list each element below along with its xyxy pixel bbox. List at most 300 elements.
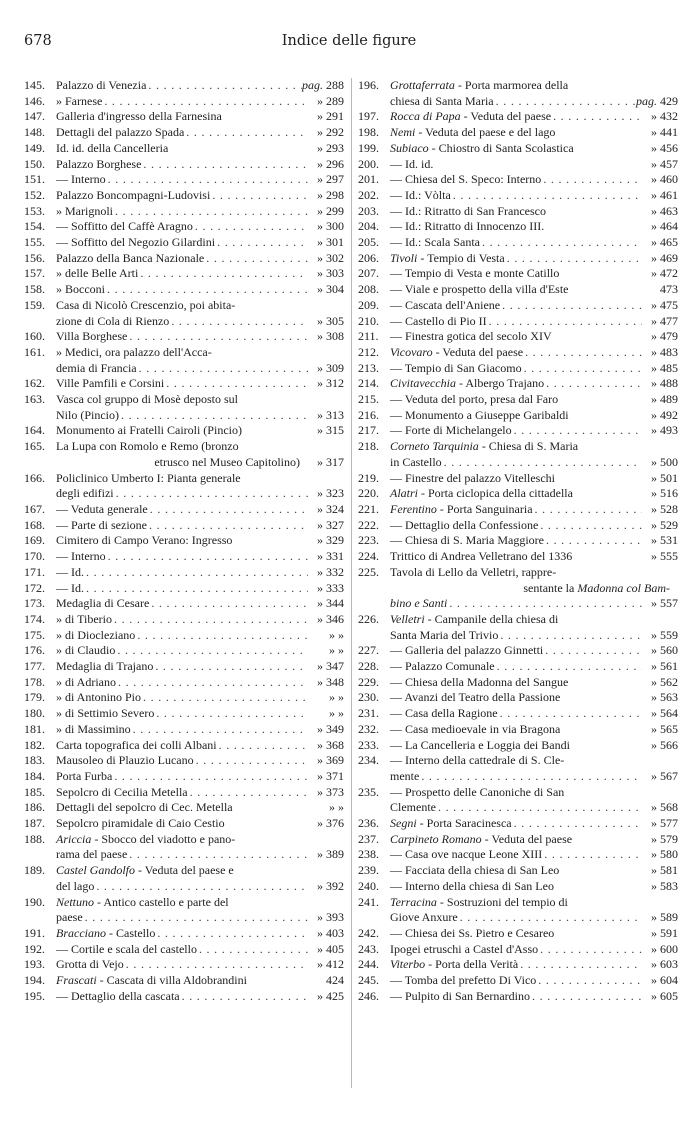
page-reference: » 529: [651, 517, 678, 532]
index-entry: [24, 659, 344, 675]
entry-line: [56, 361, 344, 377]
page-reference: » 317: [317, 454, 344, 469]
page-reference: » 500: [651, 454, 678, 469]
page-reference: » 368: [317, 737, 344, 752]
entry-number: 173.: [24, 596, 45, 611]
index-entry: [358, 706, 678, 722]
page-reference: » 465: [651, 235, 678, 250]
index-entry: [24, 832, 344, 863]
entry-line: [390, 753, 678, 769]
leader-dots: [106, 549, 308, 565]
page-reference: pag. 429: [636, 93, 678, 108]
entry-number: 213.: [358, 360, 379, 375]
entry-line: [56, 345, 344, 361]
index-entry: [24, 612, 344, 628]
entry-number: 241.: [358, 894, 379, 909]
entry-line: [56, 832, 344, 848]
leader-dots: [543, 643, 642, 659]
entry-title: Id. id. della Cancelleria: [56, 140, 169, 155]
entry-line: [56, 816, 344, 832]
entry-number: 227.: [358, 643, 379, 658]
entry-title: Porta Furba: [56, 768, 113, 783]
leader-dots: [217, 738, 308, 754]
page-reference: » 561: [651, 659, 678, 674]
entry-number: 171.: [24, 564, 45, 579]
entry-line: [56, 690, 344, 706]
entry-line: [390, 612, 678, 628]
page-reference: » 441: [651, 125, 678, 140]
entry-line: [390, 282, 678, 298]
index-entry: [24, 219, 344, 235]
entry-title: Nettuno - Antico castello e parte del: [56, 894, 229, 909]
index-entry: [24, 502, 344, 518]
leader-dots: [197, 942, 308, 958]
leader-dots: [536, 973, 642, 989]
entry-line: [390, 94, 678, 110]
page-reference: » 331: [317, 549, 344, 564]
page-reference: » 412: [317, 957, 344, 972]
index-entry: [358, 235, 678, 251]
leader-dots: [113, 204, 308, 220]
entry-line: [56, 596, 344, 612]
entry-title: Santa Maria del Trivio: [390, 627, 499, 642]
entry-number: 229.: [358, 674, 379, 689]
entry-line: [390, 895, 678, 911]
entry-title: — Avanzi del Teatro della Passione: [390, 690, 561, 705]
entry-title: — Id.: [56, 564, 84, 579]
entry-title: Ipogei etruschi a Castel d'Asso: [390, 941, 539, 956]
entry-line: [56, 235, 344, 251]
entry-number: 183.: [24, 753, 45, 768]
entry-line: [390, 926, 678, 942]
entry-number: 211.: [358, 329, 379, 344]
index-entry: [358, 109, 678, 125]
column-divider: [351, 78, 352, 1088]
page-reference: » 565: [651, 721, 678, 736]
leader-dots: [127, 847, 308, 863]
page-reference: » 324: [317, 501, 344, 516]
page-reference: » »: [329, 690, 344, 705]
leader-dots: [83, 910, 308, 926]
index-entry: [358, 157, 678, 173]
entry-number: 198.: [358, 125, 379, 140]
entry-title: Alatri - Porta ciclopica della cittadella: [390, 486, 573, 501]
index-entry: [24, 565, 344, 581]
index-entry: [358, 785, 678, 816]
index-entry: [24, 769, 344, 785]
entry-number: 200.: [358, 156, 379, 171]
entry-line: [390, 769, 678, 785]
page-reference: » 568: [651, 800, 678, 815]
index-entry: [24, 329, 344, 345]
leader-dots: [154, 706, 308, 722]
entry-number: 174.: [24, 611, 45, 626]
index-entry: [24, 643, 344, 659]
leader-dots: [538, 518, 642, 534]
entry-title: Sepolcro piramidale di Caio Cestio: [56, 816, 225, 831]
entry-line: [390, 392, 678, 408]
entry-line: [56, 769, 344, 785]
entry-title: — Id.: Vòlta: [390, 187, 451, 202]
entry-line: [56, 895, 344, 911]
page-reference: » »: [329, 706, 344, 721]
page-reference: » 501: [651, 470, 678, 485]
entry-number: 206.: [358, 250, 379, 265]
entry-title: » di Claudio: [56, 643, 116, 658]
entry-number: 166.: [24, 470, 45, 485]
page-reference: » 346: [317, 611, 344, 626]
leader-dots: [112, 612, 308, 628]
entry-line: [390, 832, 678, 848]
entry-title: Tivoli - Tempio di Vesta: [390, 250, 505, 265]
page-reference: » »: [329, 800, 344, 815]
entry-title: del lago: [56, 878, 95, 893]
leader-dots: [193, 219, 308, 235]
index-entry: [358, 266, 678, 282]
page-reference: » 303: [317, 266, 344, 281]
entry-number: 244.: [358, 957, 379, 972]
entry-number: 203.: [358, 203, 379, 218]
entry-number: 237.: [358, 831, 379, 846]
entry-title: — Interno: [56, 172, 106, 187]
index-entry: [24, 172, 344, 188]
entry-number: 193.: [24, 957, 45, 972]
entry-line: [56, 628, 344, 644]
index-entry: [358, 643, 678, 659]
entry-line: [56, 502, 344, 518]
entry-line: [390, 706, 678, 722]
entry-line: [390, 251, 678, 267]
entry-line: [390, 879, 678, 895]
entry-line: [390, 141, 678, 157]
left-column: [24, 78, 344, 1004]
leader-dots: [533, 502, 642, 518]
leader-dots: [436, 800, 642, 816]
entry-number: 242.: [358, 925, 379, 940]
entry-title: — Cascata dell'Aniene: [390, 297, 501, 312]
entry-title: » delle Belle Arti: [56, 266, 139, 281]
page-reference: » 560: [651, 643, 678, 658]
entry-title: » Farnese: [56, 93, 103, 108]
entry-title: Policlinico Umberto I: Pianta generale: [56, 470, 241, 485]
index-entry: [358, 847, 678, 863]
page-reference: 424: [326, 973, 344, 988]
entry-title: — Soffitto del Negozio Gilardini: [56, 235, 216, 250]
page-reference: » 456: [651, 140, 678, 155]
index-entry: [24, 439, 344, 470]
index-entry: [358, 282, 678, 298]
entry-line: [56, 157, 344, 173]
index-entry: [358, 361, 678, 377]
entry-number: 245.: [358, 973, 379, 988]
entry-title: — Interno della chiesa di San Leo: [390, 878, 554, 893]
page-reference: » »: [329, 643, 344, 658]
leader-dots: [494, 94, 636, 110]
index-entry: [358, 722, 678, 738]
page-reference: » 347: [317, 659, 344, 674]
entry-number: 234.: [358, 753, 379, 768]
page-reference: » 301: [317, 235, 344, 250]
entry-line: [56, 78, 344, 94]
entry-title: Villa Borghese: [56, 329, 128, 344]
leader-dots: [135, 628, 308, 644]
index-entry: [358, 502, 678, 518]
page-reference: » 312: [317, 376, 344, 391]
page-reference: » 304: [317, 282, 344, 297]
entry-title: degli edifizi: [56, 486, 114, 501]
index-entry: [358, 439, 678, 470]
entry-number: 226.: [358, 611, 379, 626]
page-reference: » 393: [317, 910, 344, 925]
leader-dots: [138, 266, 308, 282]
page-reference: » 369: [317, 753, 344, 768]
index-entry: [358, 942, 678, 958]
index-entry: [24, 94, 344, 110]
index-entry: [24, 78, 344, 94]
entry-line: [56, 298, 344, 314]
index-entry: [24, 376, 344, 392]
entry-number: 220.: [358, 486, 379, 501]
index-entry: [358, 314, 678, 330]
index-entry: [358, 345, 678, 361]
entry-line: [390, 596, 678, 612]
entry-title: — Viale e prospetto della villa d'Este: [390, 282, 569, 297]
index-entry: [358, 298, 678, 314]
entry-title: Mausoleo di Plauzio Lucano: [56, 753, 194, 768]
leader-dots: [480, 235, 642, 251]
leader-dots: [498, 706, 642, 722]
entry-title: mente: [390, 768, 420, 783]
entry-number: 209.: [358, 297, 379, 312]
entry-title: — Galleria del palazzo Ginnetti: [390, 643, 544, 658]
page-reference: » 463: [651, 203, 678, 218]
index-entry: [358, 486, 678, 502]
index-entry: [24, 235, 344, 251]
entry-number: 228.: [358, 659, 379, 674]
leader-dots: [215, 235, 308, 251]
entry-number: 147.: [24, 109, 45, 124]
entry-line: [390, 125, 678, 141]
page-reference: » 348: [317, 674, 344, 689]
entry-line: [56, 423, 344, 439]
page-reference: » 296: [317, 156, 344, 171]
index-entry: [24, 125, 344, 141]
leader-dots: [495, 659, 642, 675]
page-reference: » 344: [317, 596, 344, 611]
entry-line: [390, 690, 678, 706]
entry-line: [390, 314, 678, 330]
leader-dots: [127, 329, 308, 345]
entry-title: » Bocconi: [56, 282, 105, 297]
entry-number: 145.: [24, 78, 45, 92]
entry-title: Nemi - Veduta del paese e del lago: [390, 125, 556, 140]
entry-number: 162.: [24, 376, 45, 391]
entry-number: 235.: [358, 784, 379, 799]
leader-dots: [164, 376, 308, 392]
page-reference: » 580: [651, 847, 678, 862]
index-entry: [24, 549, 344, 565]
leader-dots: [442, 455, 642, 471]
entry-title: Monumento ai Fratelli Cairoli (Pincio): [56, 423, 242, 438]
index-entry: [358, 533, 678, 549]
entry-number: 214.: [358, 376, 379, 391]
entry-number: 150.: [24, 156, 45, 171]
entry-title: Bracciano - Castello: [56, 925, 156, 940]
entry-title: Carpineto Romano - Veduta del paese: [390, 831, 573, 846]
entry-number: 164.: [24, 423, 45, 438]
entry-number: 243.: [358, 941, 379, 956]
index-entry: [358, 612, 678, 643]
leader-dots: [116, 675, 308, 691]
index-entry: [358, 659, 678, 675]
entry-number: 195.: [24, 988, 45, 1003]
index-entry: [358, 690, 678, 706]
index-entry: [358, 408, 678, 424]
entry-number: 230.: [358, 690, 379, 705]
entry-number: 246.: [358, 988, 379, 1003]
index-entry: [24, 581, 344, 597]
entry-number: 196.: [358, 78, 379, 92]
entry-title: Ville Pamfili e Corsini: [56, 376, 165, 391]
entry-title: Dettagli del palazzo Spada: [56, 125, 185, 140]
entry-number: 233.: [358, 737, 379, 752]
entry-line: [390, 376, 678, 392]
page-reference: » 289: [317, 93, 344, 108]
entry-line: [390, 565, 678, 581]
entry-line: [390, 581, 678, 597]
index-entry: [358, 376, 678, 392]
entry-line: [390, 188, 678, 204]
entry-line: [390, 423, 678, 439]
page-reference: » 516: [651, 486, 678, 501]
entry-title: » di Diocleziano: [56, 627, 136, 642]
page-reference: » 483: [651, 344, 678, 359]
index-entry: [24, 298, 344, 329]
index-entry: [24, 251, 344, 267]
entry-line: [56, 659, 344, 675]
entry-title: Palazzo di Venezia: [56, 78, 147, 92]
entry-title: — Veduta generale: [56, 501, 148, 516]
entry-title: — Palazzo Comunale: [390, 659, 495, 674]
entry-title: Civitavecchia - Albergo Trajano: [390, 376, 545, 391]
entry-title: Galleria d'ingresso della Farnesina: [56, 109, 222, 124]
entry-title: — Casa ove nacque Leone XIII: [390, 847, 543, 862]
entry-title: — Finestre del palazzo Vitelleschi: [390, 470, 556, 485]
page-reference: » 373: [317, 784, 344, 799]
entry-title: paese: [56, 910, 83, 925]
leader-dots: [544, 533, 642, 549]
entry-number: 192.: [24, 941, 45, 956]
entry-title: — Id.: Scala Santa: [390, 235, 480, 250]
page-reference: » 371: [317, 768, 344, 783]
entry-line: [390, 219, 678, 235]
entry-number: 217.: [358, 423, 379, 438]
index-entry: [24, 266, 344, 282]
entry-title: — Dettaglio della Confessione: [390, 517, 539, 532]
page-header: [24, 33, 674, 53]
entry-title: — Tempio di San Giacomo: [390, 360, 522, 375]
entry-number: 146.: [24, 93, 45, 108]
page-reference: » 432: [651, 109, 678, 124]
page-reference: » »: [329, 627, 344, 642]
leader-dots: [487, 314, 642, 330]
entry-title: etrusco nel Museo Capitolino): [154, 454, 300, 469]
entry-number: 156.: [24, 250, 45, 265]
entry-title: — Prospetto delle Canoniche di San: [390, 784, 565, 799]
leader-dots: [137, 361, 308, 377]
entry-number: 223.: [358, 533, 379, 548]
entry-title: — Pulpito di San Bernardino: [390, 988, 530, 1003]
entry-line: [390, 455, 678, 471]
entry-line: [390, 266, 678, 282]
entry-title: Clemente: [390, 800, 436, 815]
leader-dots: [115, 643, 308, 659]
entry-title: — Cortile e scala del castello: [56, 941, 197, 956]
entry-line: [390, 675, 678, 691]
entry-title: Medaglia di Trajano: [56, 659, 154, 674]
entry-line: [390, 847, 678, 863]
leader-dots: [119, 408, 308, 424]
entry-title: — Dettaglio della cascata: [56, 988, 180, 1003]
entry-number: 215.: [358, 392, 379, 407]
entry-line: [56, 706, 344, 722]
leader-dots: [551, 109, 642, 125]
leader-dots: [184, 125, 308, 141]
entry-number: 172.: [24, 580, 45, 595]
entry-line: [390, 957, 678, 973]
entry-line: [56, 141, 344, 157]
entry-title: Medaglia di Cesare: [56, 596, 150, 611]
entry-title: rama del paese: [56, 847, 128, 862]
entry-number: 221.: [358, 501, 379, 516]
page-reference: » 425: [317, 988, 344, 1003]
entry-title: — Chiesa del S. Speco: Interno: [390, 172, 542, 187]
leader-dots: [106, 172, 308, 188]
index-entry: [358, 957, 678, 973]
entry-title: Trittico di Andrea Velletrano del 1336: [390, 549, 573, 564]
index-entry: [24, 785, 344, 801]
entry-title: Vicovaro - Veduta del paese: [390, 344, 524, 359]
page-reference: » 309: [317, 360, 344, 375]
entry-title: — Parte di sezione: [56, 517, 147, 532]
entry-title: demia di Francia: [56, 360, 137, 375]
entry-number: 178.: [24, 674, 45, 689]
page-reference: » 603: [651, 957, 678, 972]
entry-number: 151.: [24, 172, 45, 187]
entry-line: [56, 643, 344, 659]
entry-line: [56, 439, 344, 455]
page-reference: » 333: [317, 580, 344, 595]
index-entry: [358, 738, 678, 754]
entry-number: 188.: [24, 831, 45, 846]
entry-number: 208.: [358, 282, 379, 297]
page-reference: » 563: [651, 690, 678, 705]
entry-title: chiesa di Santa Maria: [390, 93, 494, 108]
entry-line: [56, 282, 344, 298]
entry-title: Cimitero di Campo Verano: Ingresso: [56, 533, 233, 548]
entry-title: — Facciata della chiesa di San Leo: [390, 863, 560, 878]
entry-line: [390, 816, 678, 832]
entry-number: 236.: [358, 816, 379, 831]
page-reference: » 405: [317, 941, 344, 956]
index-entry: [358, 141, 678, 157]
page-reference: » 457: [651, 156, 678, 171]
entry-title: Corneto Tarquinia - Chiesa di S. Maria: [390, 439, 579, 454]
entry-line: [56, 533, 344, 549]
entry-title: in Castello: [390, 454, 442, 469]
entry-line: [56, 942, 344, 958]
page-reference: » 564: [651, 706, 678, 721]
